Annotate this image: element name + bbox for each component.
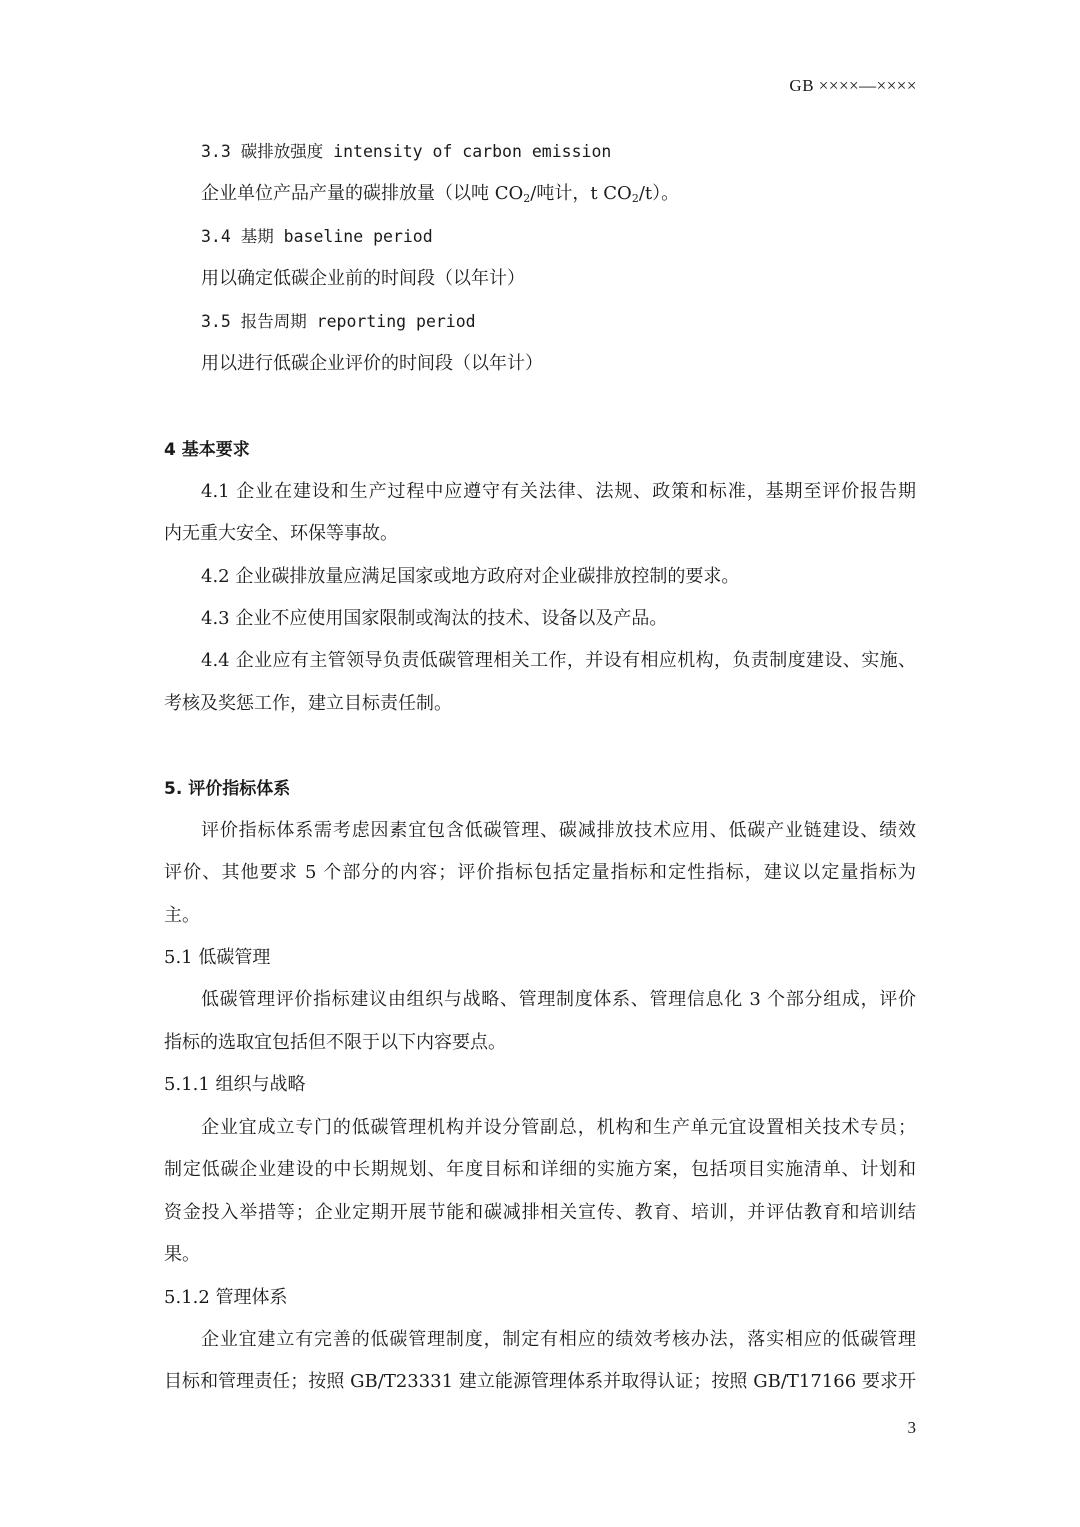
- section-5-1-1-line1: 企业宜成立专门的低碳管理机构并设分管副总，机构和生产单元宜设置相关技术专员；: [201, 1117, 916, 1138]
- clause-4-1-line2: 内无重大安全、环保等事故。: [164, 523, 398, 544]
- clause-4-4-line2: 考核及奖惩工作，建立目标责任制。: [164, 693, 452, 714]
- term-3-5-title: 3.5 报告周期 reporting period: [201, 312, 476, 331]
- clause-4-4-line1: 4.4 企业应有主管领导负责低碳管理相关工作，并设有相应机构，负责制度建设、实施、: [201, 650, 916, 671]
- term-3-3-title: 3.3 碳排放强度 intensity of carbon emission: [201, 142, 612, 161]
- section-5-heading: 5. 评价指标体系: [164, 779, 291, 799]
- section-5-1-line1: 低碳管理评价指标建议由组织与战略、管理制度体系、管理信息化 3 个部分组成，评价: [201, 989, 916, 1010]
- section-5-1-1-line2: 制定低碳企业建设的中长期规划、年度目标和详细的实施方案，包括项目实施清单、计划和: [164, 1159, 916, 1180]
- section-5-1-1-line4: 果。: [164, 1244, 200, 1265]
- section-5-1-heading: 5.1 低碳管理: [164, 947, 271, 968]
- section-5-1-line2: 指标的选取宜包括但不限于以下内容要点。: [164, 1032, 506, 1053]
- section-5-1-2-line2: 目标和管理责任；按照 GB/T23331 建立能源管理体系并取得认证；按照 GB/T17166 要求开: [164, 1371, 916, 1392]
- standard-code: GB ××××—××××: [789, 76, 917, 95]
- term-3-5-definition: 用以进行低碳企业评价的时间段（以年计）: [201, 353, 543, 374]
- section-5-1-2-line1: 企业宜建立有完善的低碳管理制度，制定有相应的绩效考核办法，落实相应的低碳管理: [201, 1329, 916, 1350]
- section-5-1-1-line3: 资金投入举措等；企业定期开展节能和碳减排相关宣传、教育、培训，并评估教育和培训结: [164, 1202, 916, 1223]
- clause-4-1-line1: 4.1 企业在建设和生产过程中应遵守有关法律、法规、政策和标准，基期至评价报告期: [201, 481, 916, 502]
- section-5-intro-line2: 评价、其他要求 5 个部分的内容；评价指标包括定量指标和定性指标，建议以定量指标为: [164, 862, 916, 883]
- term-3-3-definition: 企业单位产品产量的碳排放量（以吨 $CO_2/$吨计，t $CO_2/t$）。: [201, 183, 680, 205]
- clause-4-3: 4.3 企业不应使用国家限制或淘汰的技术、设备以及产品。: [201, 608, 668, 629]
- section-4-heading: 4 基本要求: [164, 440, 250, 460]
- section-5-intro-line3: 主。: [164, 905, 200, 926]
- section-5-intro-line1: 评价指标体系需考虑因素宜包含低碳管理、碳减排放技术应用、低碳产业链建设、绩效: [201, 820, 916, 841]
- term-3-4-title: 3.4 基期 baseline period: [201, 227, 433, 246]
- section-5-1-2-heading: 5.1.2 管理体系: [164, 1287, 288, 1308]
- page-number: 3: [907, 1418, 916, 1437]
- term-3-4-definition: 用以确定低碳企业前的时间段（以年计）: [201, 268, 525, 289]
- clause-4-2: 4.2 企业碳排放量应满足国家或地方政府对企业碳排放控制的要求。: [201, 566, 740, 587]
- section-5-1-1-heading: 5.1.1 组织与战略: [164, 1074, 306, 1095]
